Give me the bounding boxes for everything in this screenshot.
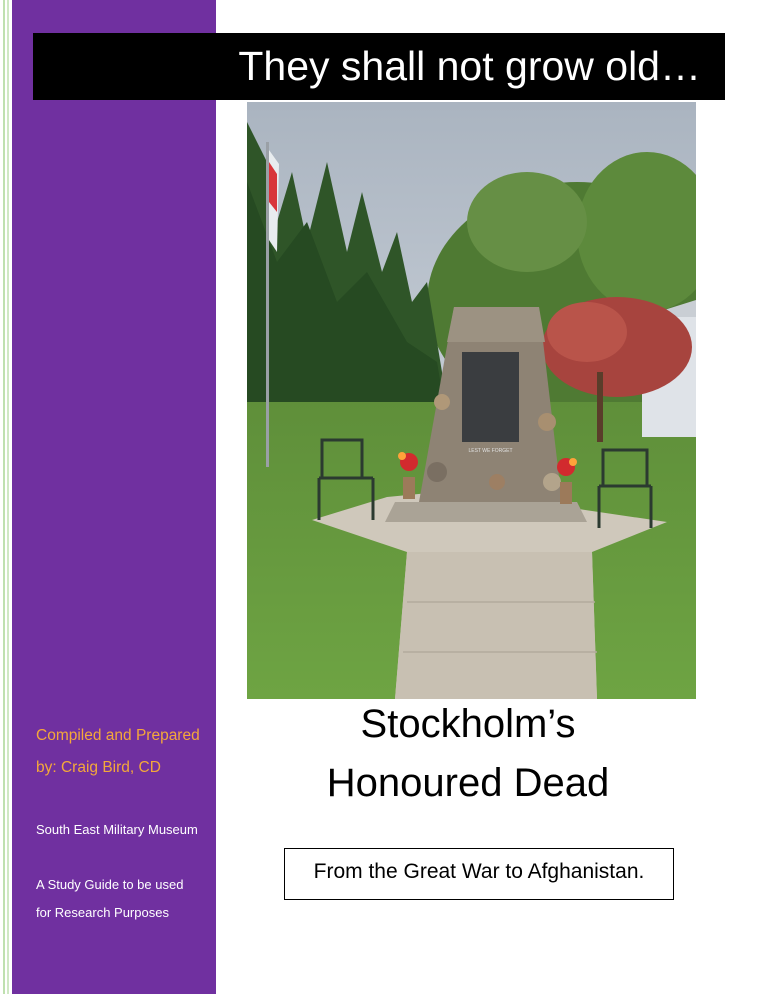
page-edge-strip <box>0 0 12 994</box>
heading-line-1: Stockholm’s <box>360 702 576 746</box>
title-banner <box>33 33 725 100</box>
credit-line-1: Compiled and Prepared <box>36 727 200 744</box>
plaque-inscription: LEST WE FORGET <box>468 448 513 454</box>
sidebar <box>12 0 216 994</box>
organization-name: South East Military Museum <box>36 822 198 837</box>
study-guide-note-1: A Study Guide to be used <box>36 877 184 892</box>
memorial-photo <box>247 102 696 699</box>
cover-title: They shall not grow old… <box>238 43 701 89</box>
credit-line-2: by: Craig Bird, CD <box>36 759 161 776</box>
study-guide-note-2: for Research Purposes <box>36 905 169 920</box>
subtitle-text: From the Great War to Afghanistan. <box>313 860 645 883</box>
subtitle-box <box>284 848 674 900</box>
heading-line-2: Honoured Dead <box>326 761 610 805</box>
